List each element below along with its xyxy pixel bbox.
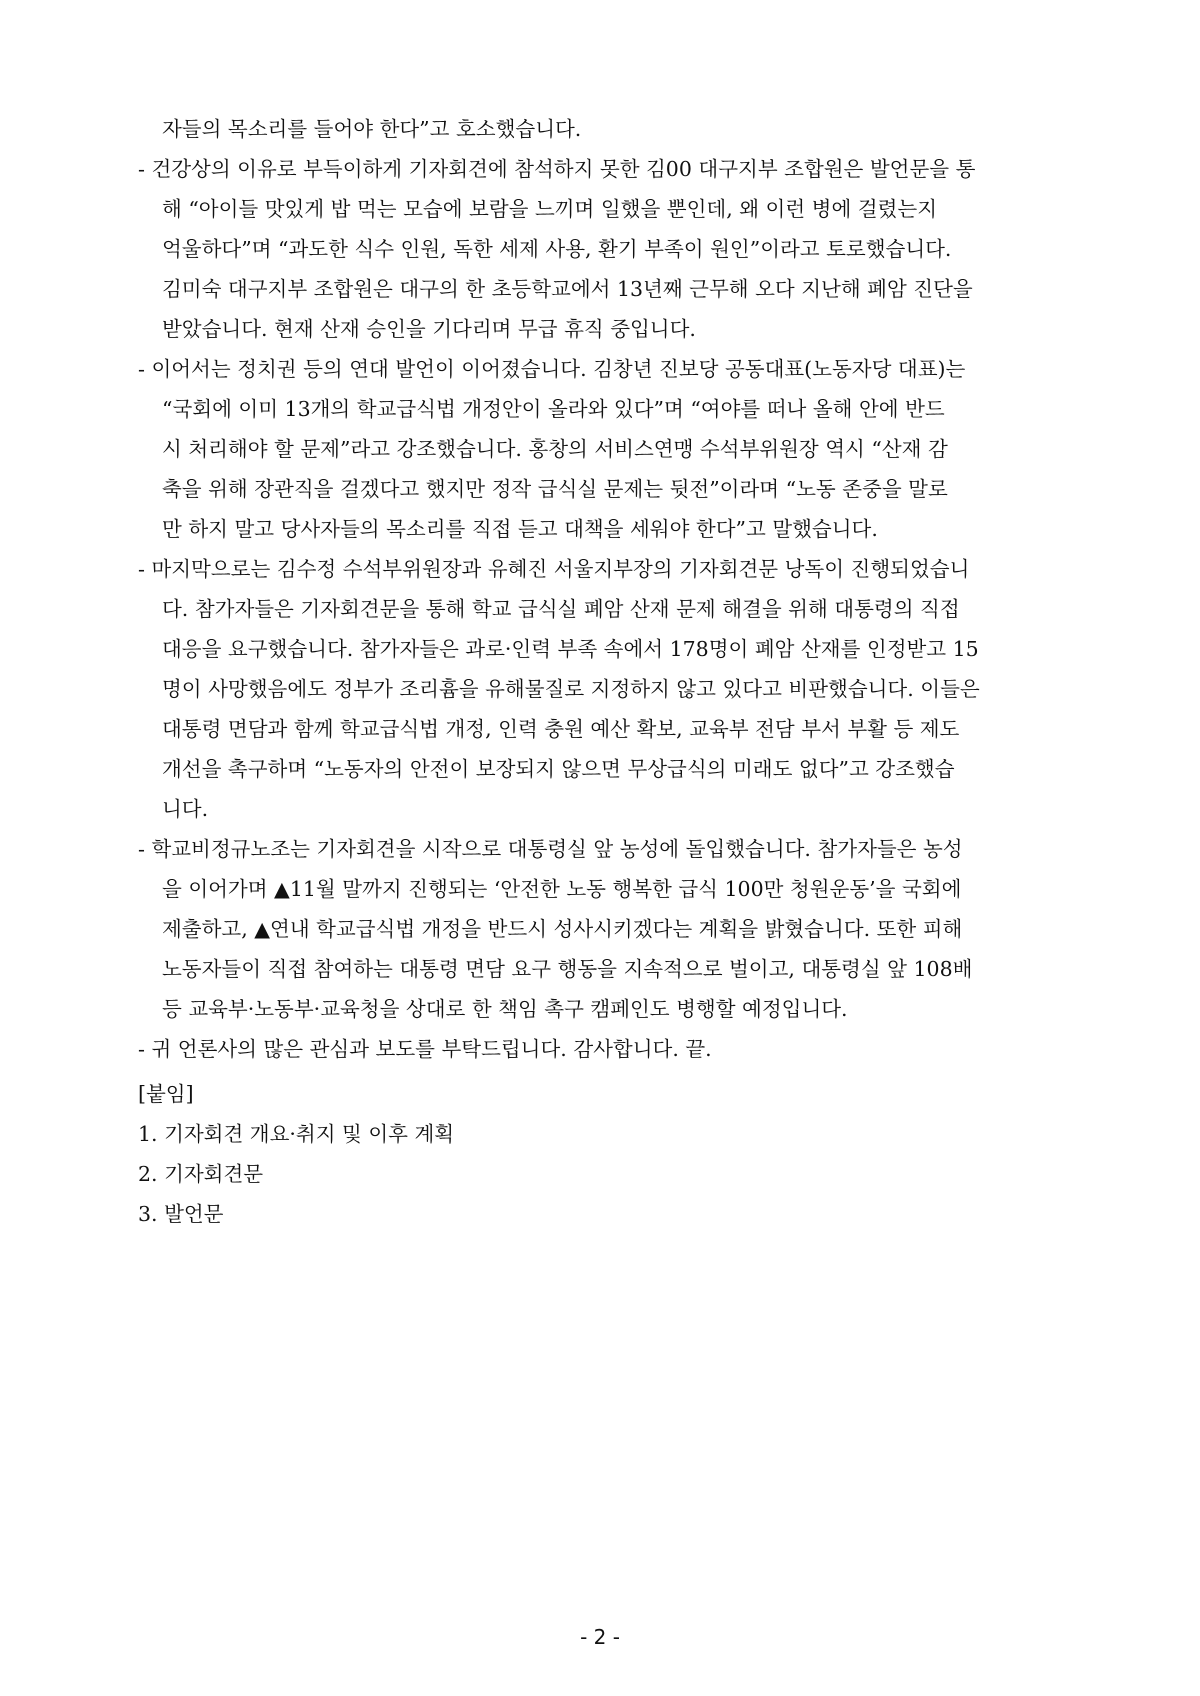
paragraph-line: 억울하다”며 “과도한 식수 인원, 독한 세제 사용, 환기 부족이 원인”이라고 토로했습니다. bbox=[162, 237, 952, 261]
bullet-line: - 마지막으로는 김수정 수석부위원장과 유혜진 서울지부장의 기자회견문 낭독이 진행되었습니 bbox=[138, 557, 970, 581]
bullet-line: - 이어서는 정치권 등의 연대 발언이 이어졌습니다. 김창년 진보당 공동대표(노동자당 대표)는 bbox=[138, 357, 966, 381]
attachments-section bbox=[138, 1074, 1068, 1234]
paragraph-line: 축을 위해 장관직을 걸겠다고 했지만 정작 급식실 문제는 뒷전”이라며 “노동 존중을 말로 bbox=[162, 477, 948, 501]
paragraph-line: 만 하지 말고 당사자들의 목소리를 직접 듣고 대책을 세워야 한다”고 말했습니다. bbox=[162, 517, 878, 541]
attachments-heading: [붙임] bbox=[138, 1082, 194, 1106]
paragraph-line: 자들의 목소리를 들어야 한다”고 호소했습니다. bbox=[162, 117, 582, 141]
attachment-item-1: 1. 기자회견 개요·취지 및 이후 계획 bbox=[138, 1122, 455, 1146]
paragraph-line: 시 처리해야 할 문제”라고 강조했습니다. 홍창의 서비스연맹 수석부위원장 역시 “산재 감 bbox=[162, 437, 948, 461]
page-number: - 2 - bbox=[580, 1625, 620, 1649]
paragraph-line: “국회에 이미 13개의 학교급식법 개정안이 올라와 있다”며 “여야를 떠나 올해 안에 반드 bbox=[162, 397, 945, 421]
paragraph-line: 개선을 촉구하며 “노동자의 안전이 보장되지 않으면 무상급식의 미래도 없다”고 강조했습 bbox=[162, 757, 955, 781]
paragraph-line: 김미숙 대구지부 조합원은 대구의 한 초등학교에서 13년째 근무해 오다 지난해 폐암 진단을 bbox=[162, 277, 973, 301]
paragraph-line: 해 “아이들 맛있게 밥 먹는 모습에 보람을 느끼며 일했을 뿐인데, 왜 이런 병에 걸렸는지 bbox=[162, 197, 938, 221]
bullet-line: - 학교비정규노조는 기자회견을 시작으로 대통령실 앞 농성에 돌입했습니다. 참가자들은 농성 bbox=[138, 837, 963, 861]
paragraph-line: 명이 사망했음에도 정부가 조리흄을 유해물질로 지정하지 않고 있다고 비판했습니다. 이들은 bbox=[162, 677, 980, 701]
paragraph-line: 노동자들이 직접 참여하는 대통령 면담 요구 행동을 지속적으로 벌이고, 대통령실 앞 108배 bbox=[162, 957, 973, 981]
paragraph-line: 을 이어가며 ▲11월 말까지 진행되는 ‘안전한 노동 행복한 급식 100만 청원운동’을 국회에 bbox=[162, 877, 962, 901]
paragraph-line: 다. 참가자들은 기자회견문을 통해 학교 급식실 폐암 산재 문제 해결을 위해 대통령의 직접 bbox=[162, 597, 960, 621]
paragraph-line: 등 교육부·노동부·교육청을 상대로 한 책임 촉구 캠페인도 병행할 예정입니다. bbox=[162, 997, 848, 1021]
paragraph-line: 니다. bbox=[162, 797, 209, 821]
paragraph-line: 대통령 면담과 함께 학교급식법 개정, 인력 충원 예산 확보, 교육부 전담 부서 부활 등 제도 bbox=[162, 717, 960, 741]
bullet-line: - 귀 언론사의 많은 관심과 보도를 부탁드립니다. 감사합니다. 끝. bbox=[138, 1037, 712, 1061]
attachment-item-3: 3. 발언문 bbox=[138, 1202, 224, 1226]
press-release-body bbox=[138, 109, 1068, 1069]
bullet-line: - 건강상의 이유로 부득이하게 기자회견에 참석하지 못한 김00 대구지부 조합원은 발언문을 통 bbox=[138, 157, 976, 181]
paragraph-line: 받았습니다. 현재 산재 승인을 기다리며 무급 휴직 중입니다. bbox=[162, 317, 696, 341]
paragraph-line: 대응을 요구했습니다. 참가자들은 과로·인력 부족 속에서 178명이 폐암 산재를 인정받고 15 bbox=[162, 637, 979, 661]
paragraph-line: 제출하고, ▲연내 학교급식법 개정을 반드시 성사시키겠다는 계획을 밝혔습니다. 또한 피해 bbox=[162, 917, 963, 941]
attachment-item-2: 2. 기자회견문 bbox=[138, 1162, 264, 1186]
